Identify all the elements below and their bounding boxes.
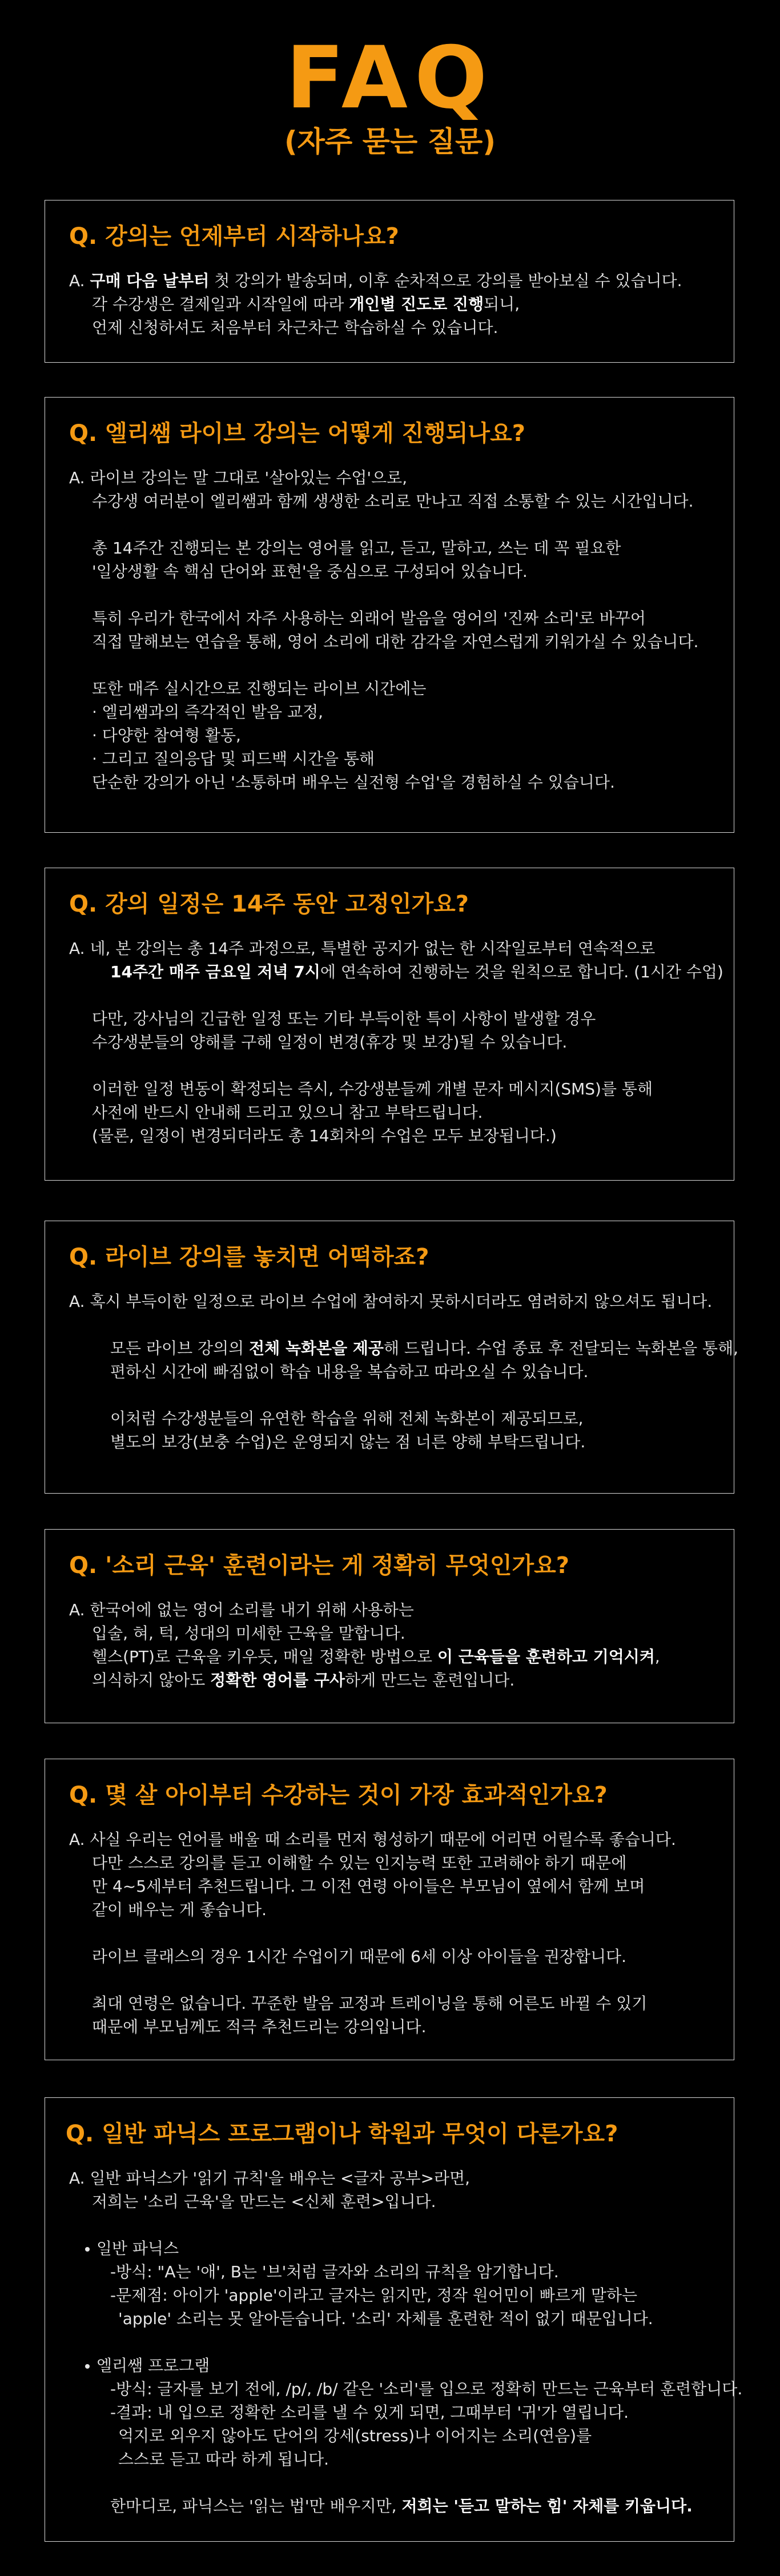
faq-answer bbox=[69, 1598, 717, 1692]
answer-line: 다만 스스로 강의를 듣고 이해할 수 있는 인지능력 또한 고려해야 하기 때문에 bbox=[92, 1853, 627, 1872]
answer-line: 만 4~5세부터 추천드립니다. 그 이전 연령 아이들은 부모님이 옆에서 함께 보며 bbox=[92, 1877, 645, 1896]
answer-line: 특히 우리가 한국에서 자주 사용하는 외래어 발음을 영어의 '진짜 소리'로 바꾸어 bbox=[92, 609, 646, 628]
faq-answer bbox=[69, 1828, 717, 2039]
faq-question: Q. 라이브 강의를 놓치면 어떡하죠? bbox=[69, 1244, 429, 1270]
bullet-item: · 엘리쌤과의 즉각적인 발음 교정, bbox=[92, 703, 324, 721]
faq-question: Q. 엘리쌤 라이브 강의는 어떻게 진행되나요? bbox=[69, 420, 525, 447]
bullet-icon bbox=[85, 2364, 90, 2369]
answer-line: 또한 매주 실시간으로 진행되는 라이브 시간에는 bbox=[92, 679, 427, 698]
answer-line: 'apple' 소리는 못 알아듣습니다. '소리' 자체를 훈련한 적이 없기 때문입니다. bbox=[118, 2309, 653, 2328]
faq-answer bbox=[69, 2166, 743, 2518]
answer-line: 편하신 시간에 빠짐없이 학습 내용을 복습하고 따라오실 수 있습니다. bbox=[110, 1362, 589, 1381]
answer-line: -문제점: 아이가 'apple'이라고 글자는 읽지만, 정작 원어민이 빠르게 말하는 bbox=[110, 2286, 638, 2305]
faq-card-recommended-age bbox=[45, 1759, 734, 2060]
faq-answer bbox=[69, 269, 717, 339]
answer-line: 한마디로, 파닉스는 '읽는 법'만 배우지만, 저희는 '듣고 말하는 힘' 자체를 키웁니다. bbox=[110, 2497, 693, 2515]
answer-line: 헬스(PT)로 근육을 키우듯, 매일 정확한 방법으로 이 근육들을 훈련하고 기억시켜, bbox=[92, 1647, 660, 1666]
answer-line: 별도의 보강(보충 수업)은 운영되지 않는 점 너른 양해 부탁드립니다. bbox=[110, 1433, 586, 1451]
bullet-icon bbox=[85, 2247, 90, 2252]
answer-line: A. 사실 우리는 언어를 배울 때 소리를 먼저 형성하기 때문에 어리면 어릴수록 좋습니다. bbox=[69, 1830, 676, 1849]
faq-question: Q. 일반 파닉스 프로그램이나 학원과 무엇이 다른가요? bbox=[66, 2121, 618, 2147]
answer-line: A. 네, 본 강의는 총 14주 과정으로, 특별한 공지가 없는 한 시작일로부터 연속적으로 bbox=[69, 939, 656, 958]
answer-line: -결과: 내 입으로 정확한 소리를 낼 수 있게 되면, 그때부터 '귀'가 열립니다. bbox=[110, 2403, 629, 2422]
faq-answer bbox=[69, 1290, 739, 1454]
bullet-item: · 그리고 질의응답 및 피드백 시간을 통해 bbox=[92, 749, 375, 768]
faq-card-missed-class bbox=[45, 1221, 739, 1494]
answer-line: A. 라이브 강의는 말 그대로 '살아있는 수업'으로, bbox=[69, 468, 408, 487]
answer-line: 총 14주간 진행되는 본 강의는 영어를 읽고, 듣고, 말하고, 쓰는 데 꼭 필요한 bbox=[92, 539, 621, 557]
answer-line: A. 혹시 부득이한 일정으로 라이브 수업에 참여하지 못하시더라도 염려하지 않으셔도 됩니다. bbox=[69, 1292, 713, 1311]
answer-line: 수강생 여러분이 엘리쌤과 함께 생생한 소리로 만나고 직접 소통할 수 있는 시간입니다. bbox=[92, 492, 694, 511]
answer-line: 스스로 듣고 따라 하게 됩니다. bbox=[118, 2450, 329, 2469]
faq-card-vs-phonics bbox=[45, 2097, 743, 2542]
faq-card-sound-muscle bbox=[45, 1529, 734, 1723]
page-subtitle: (자주 묻는 질문) bbox=[284, 125, 496, 158]
answer-line: 의식하지 않아도 정확한 영어를 구사하게 만드는 훈련입니다. bbox=[92, 1671, 515, 1690]
faq-answer bbox=[69, 937, 723, 1147]
answer-line: 같이 배우는 게 좋습니다. bbox=[92, 1900, 267, 1919]
answer-line: '일상생활 속 핵심 단어와 표현'을 중심으로 구성되어 있습니다. bbox=[92, 562, 528, 581]
answer-line: 단순한 강의가 아닌 '소통하며 배우는 실전형 수업'을 경험하실 수 있습니다. bbox=[92, 773, 615, 792]
faq-question: Q. 몇 살 아이부터 수강하는 것이 가장 효과적인가요? bbox=[69, 1782, 608, 1808]
answer-line: 14주간 매주 금요일 저녁 7시에 연속하여 진행하는 것을 원칙으로 합니다. (1시간 수업) bbox=[110, 962, 723, 981]
faq-question: Q. '소리 근육' 훈련이라는 게 정확히 무엇인가요? bbox=[69, 1552, 569, 1579]
answer-line: 이처럼 수강생분들의 유연한 학습을 위해 전체 녹화본이 제공되므로, bbox=[110, 1409, 584, 1428]
faq-card-live-class bbox=[45, 397, 734, 833]
answer-line: 때문에 부모님께도 적극 추천드리는 강의입니다. bbox=[92, 2017, 427, 2036]
faq-header bbox=[0, 0, 780, 171]
answer-line: 사전에 반드시 안내해 드리고 있으니 참고 부탁드립니다. bbox=[92, 1103, 483, 1122]
answer-line: A. 일반 파닉스가 '읽기 규칙'을 배우는 <글자 공부>라면, bbox=[69, 2169, 471, 2188]
answer-line: A. 한국어에 없는 영어 소리를 내기 위해 사용하는 bbox=[69, 1600, 414, 1619]
answer-line: 최대 연령은 없습니다. 꾸준한 발음 교정과 트레이닝을 통해 어른도 바뀔 수 있기 bbox=[92, 1994, 648, 2013]
answer-line: A. 구매 다음 날부터 첫 강의가 발송되며, 이후 순차적으로 강의를 받아보실 수 있습니다. bbox=[69, 271, 682, 290]
answer-line: 라이브 클래스의 경우 1시간 수업이기 때문에 6세 이상 아이들을 권장합니다. bbox=[92, 1947, 627, 1966]
faq-question: Q. 강의는 언제부터 시작하나요? bbox=[69, 223, 399, 250]
answer-line: 각 수강생은 결제일과 시작일에 따라 개인별 진도로 진행되니, bbox=[92, 295, 520, 314]
page-title: FAQ bbox=[286, 29, 494, 128]
answer-line: 입술, 혀, 턱, 성대의 미세한 근육을 말합니다. bbox=[92, 1624, 405, 1643]
answer-line: 수강생분들의 양해를 구해 일정이 변경(휴강 및 보강)될 수 있습니다. bbox=[92, 1033, 568, 1052]
answer-line: 저희는 '소리 근육'을 만드는 <신체 훈련>입니다. bbox=[92, 2192, 436, 2211]
answer-line: -방식: "A는 '애', B는 '브'처럼 글자와 소리의 규칙을 암기합니다. bbox=[110, 2262, 559, 2281]
faq-answer bbox=[69, 466, 717, 794]
answer-line: 억지로 외우지 않아도 단어의 강세(stress)나 이어지는 소리(연음)를 bbox=[118, 2426, 592, 2445]
answer-line: 직접 말해보는 연습을 통해, 영어 소리에 대한 감각을 자연스럽게 키워가실 수 있습니다. bbox=[92, 632, 699, 651]
section-heading: 엘리쌤 프로그램 bbox=[69, 2354, 717, 2377]
answer-line: 모든 라이브 강의의 전체 녹화본을 제공해 드립니다. 수업 종료 후 전달되는 녹화본을 통해, bbox=[110, 1339, 739, 1358]
faq-card-schedule bbox=[45, 868, 734, 1181]
answer-line: (물론, 일정이 변경되더라도 총 14회차의 수업은 모두 보장됩니다.) bbox=[92, 1126, 557, 1145]
answer-line: 다만, 강사님의 긴급한 일정 또는 기타 부득이한 특이 사항이 발생할 경우 bbox=[92, 1009, 596, 1028]
faq-question: Q. 강의 일정은 14주 동안 고정인가요? bbox=[69, 891, 469, 917]
bullet-item: · 다양한 참여형 활동, bbox=[92, 726, 241, 745]
faq-card-start-date bbox=[45, 200, 734, 363]
section-heading: 일반 파닉스 bbox=[69, 2237, 717, 2260]
answer-line: 언제 신청하셔도 처음부터 차근차근 학습하실 수 있습니다. bbox=[92, 318, 498, 337]
answer-line: 이러한 일정 변동이 확정되는 즉시, 수강생분들께 개별 문자 메시지(SMS)를 통해 bbox=[92, 1080, 653, 1098]
answer-line: -방식: 글자를 보기 전에, /p/, /b/ 같은 '소리'를 입으로 정확히 만드는 근육부터 훈련합니다. bbox=[110, 2380, 743, 2398]
